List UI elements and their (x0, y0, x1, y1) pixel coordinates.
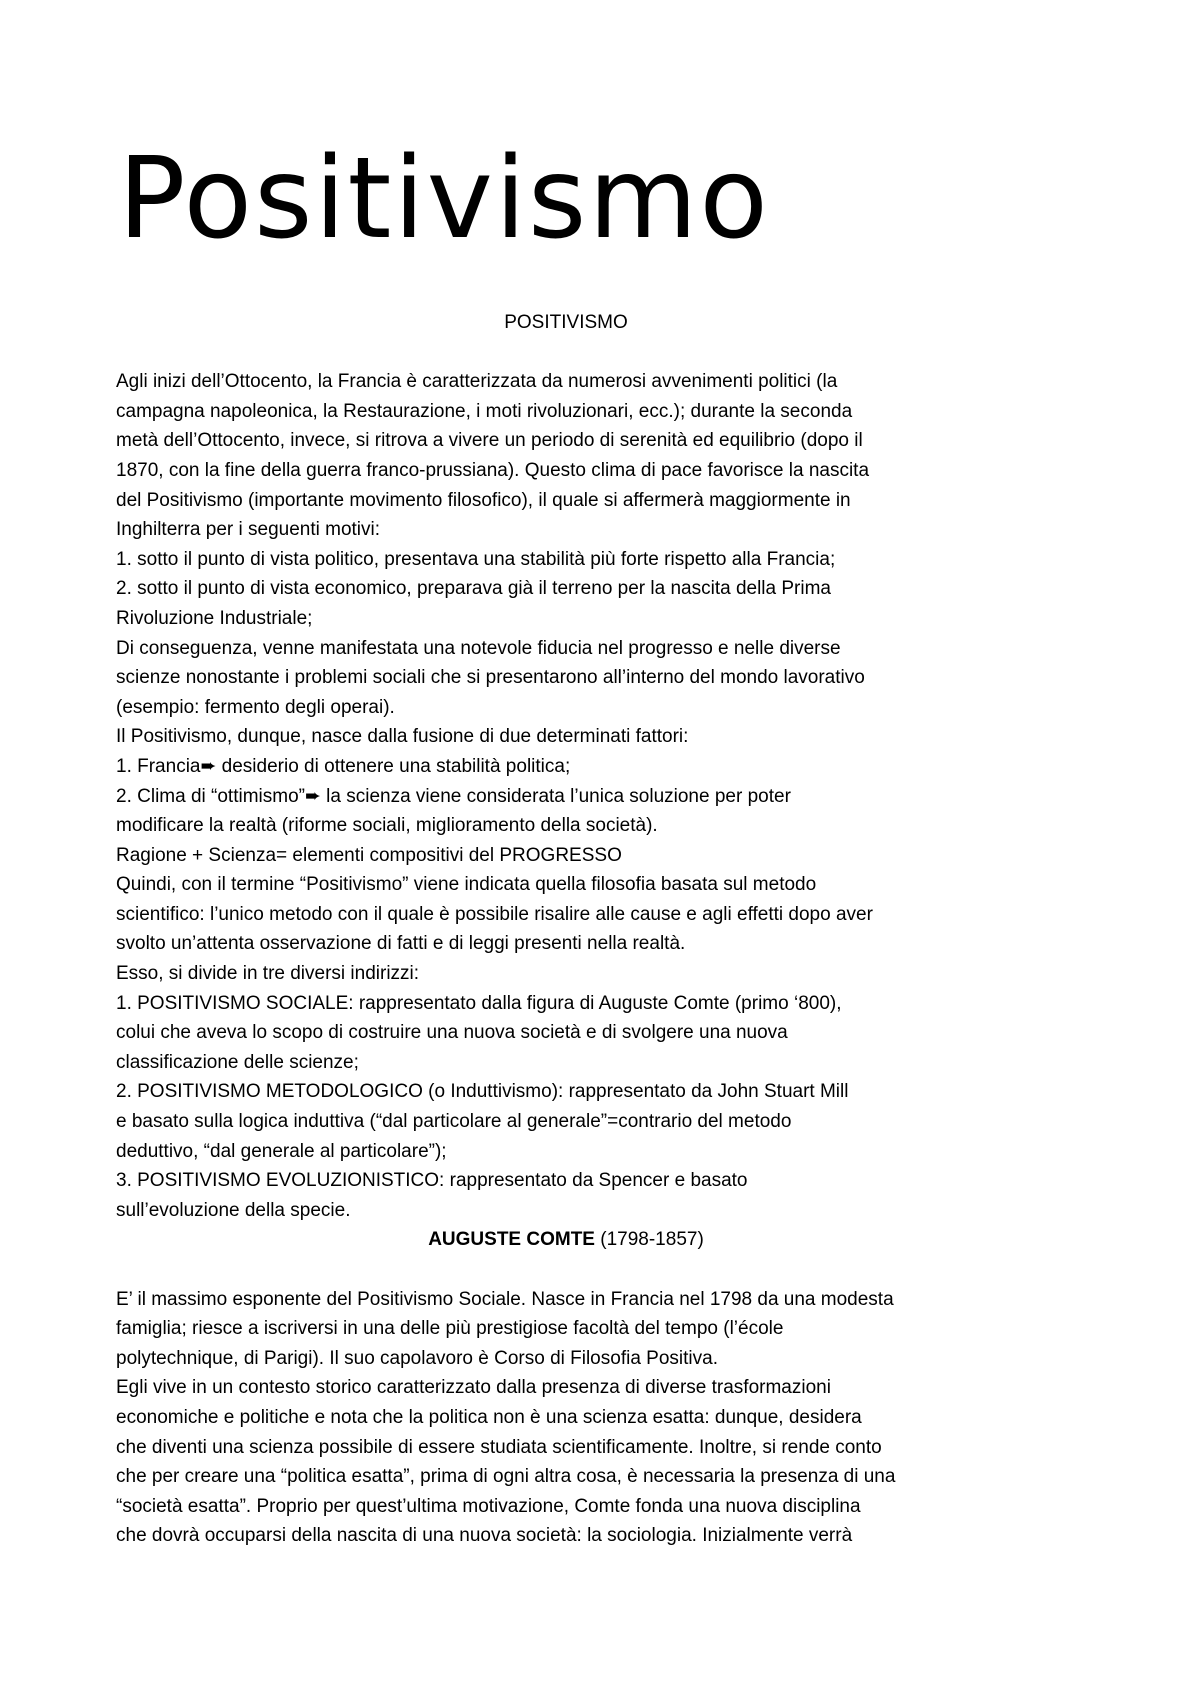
text-line: Di conseguenza, venne manifestata una notevole fiducia nel progresso e nelle diverse (116, 637, 841, 659)
text-line: che diventi una scienza possibile di essere studiata scientificamente. Inoltre, si rende conto (116, 1436, 882, 1458)
text-line: 1. sotto il punto di vista politico, presentava una stabilità più forte rispetto alla Francia; (116, 548, 836, 570)
text-line: Il Positivismo, dunque, nasce dalla fusione di due determinati fattori: (116, 726, 689, 748)
text-line: 2. sotto il punto di vista economico, preparava già il terreno per la nascita della Prima (116, 578, 831, 600)
text-line: colui che aveva lo scopo di costruire una nuova società e di svolgere una nuova (116, 1022, 788, 1044)
text-line: svolto un’attenta osservazione di fatti e di leggi presenti nella realtà. (116, 933, 686, 955)
text-line: 1. POSITIVISMO SOCIALE: rappresentato dalla figura di Auguste Comte (primo ‘800), (116, 992, 842, 1014)
text-line: (esempio: fermento degli operai). (116, 696, 395, 718)
text-line: scienze nonostante i problemi sociali che si presentarono all’interno del mondo lavorativo (116, 667, 865, 689)
text-line: classificazione delle scienze; (116, 1051, 359, 1073)
paragraph-spacer (116, 1255, 1036, 1285)
text-line: Quindi, con il termine “Positivismo” viene indicata quella filosofia basata sul metodo (116, 874, 817, 896)
text-line: modificare la realtà (riforme sociali, miglioramento della società). (116, 815, 658, 837)
text-line: “società esatta”. Proprio per quest’ultima motivazione, Comte fonda una nuova disciplina (116, 1495, 861, 1517)
text-line: del Positivismo (importante movimento filosofico), il quale si affermerà maggiormente in (116, 489, 851, 511)
text-line: Agli inizi dell’Ottocento, la Francia è caratterizzata da numerosi avvenimenti politici (la (116, 371, 838, 393)
text-line: Rivoluzione Industriale; (116, 607, 313, 629)
text-line: Inghilterra per i seguenti motivi: (116, 519, 381, 541)
text-line: 1870, con la fine della guerra franco-prussiana). Questo clima di pace favorisce la nascita (116, 459, 870, 481)
section-positivismo (116, 367, 1036, 1225)
text-line: metà dell’Ottocento, invece, si ritrova a vivere un periodo di serenità ed equilibrio (dopo il (116, 430, 863, 452)
section-auguste-comte (116, 1285, 1036, 1551)
text-line: 3. POSITIVISMO EVOLUZIONISTICO: rappresentato da Spencer e basato (116, 1170, 748, 1192)
text-line: che per creare una “politica esatta”, prima di ogni altra cosa, è necessaria la presenza di una (116, 1466, 896, 1488)
document-title: Positivismo (118, 134, 770, 264)
text-line: Egli vive in un contesto storico caratterizzato dalla presenza di diverse trasformazioni (116, 1377, 831, 1399)
text-line: 1. Francia➨ desiderio di ottenere una stabilità politica; (116, 755, 571, 777)
text-line: Ragione + Scienza= elementi compositivi del PROGRESSO (116, 844, 622, 866)
text-line: economiche e politiche e nota che la politica non è una scienza esatta: dunque, desidera (116, 1406, 862, 1428)
text-line: sull’evoluzione della specie. (116, 1199, 351, 1221)
text-line: che dovrà occuparsi della nascita di una nuova società: la sociologia. Inizialmente verrà (116, 1525, 853, 1547)
text-line: campagna napoleonica, la Restaurazione, i moti rivoluzionari, ecc.); durante la seconda (116, 400, 853, 422)
text-line: 2. Clima di “ottimismo”➨ la scienza viene considerata l’unica soluzione per poter (116, 785, 791, 807)
text-line: E’ il massimo esponente del Positivismo Sociale. Nasce in Francia nel 1798 da una modesta (116, 1288, 894, 1310)
text-line: deduttivo, “dal generale al particolare”); (116, 1140, 447, 1162)
text-line: scientifico: l’unico metodo con il quale è possibile risalire alle cause e agli effetti dopo aver (116, 903, 873, 925)
text-line: 2. POSITIVISMO METODOLOGICO (o Induttivismo): rappresentato da John Stuart Mill (116, 1081, 849, 1103)
text-line: e basato sulla logica induttiva (“dal particolare al generale”=contrario del metodo (116, 1111, 792, 1133)
text-line: famiglia; riesce a iscriversi in una delle più prestigiose facoltà del tempo (l’école (116, 1318, 784, 1340)
text-line: polytechnique, di Parigi). Il suo capolavoro è Corso di Filosofia Positiva. (116, 1347, 718, 1369)
section-heading-comte: AUGUSTE COMTE (1798-1857) (428, 1229, 704, 1251)
section-heading-positivismo: POSITIVISMO (504, 312, 628, 333)
document-body (116, 308, 1036, 1551)
text-line: Esso, si divide in tre diversi indirizzi: (116, 963, 420, 985)
paragraph-spacer (116, 338, 1036, 368)
